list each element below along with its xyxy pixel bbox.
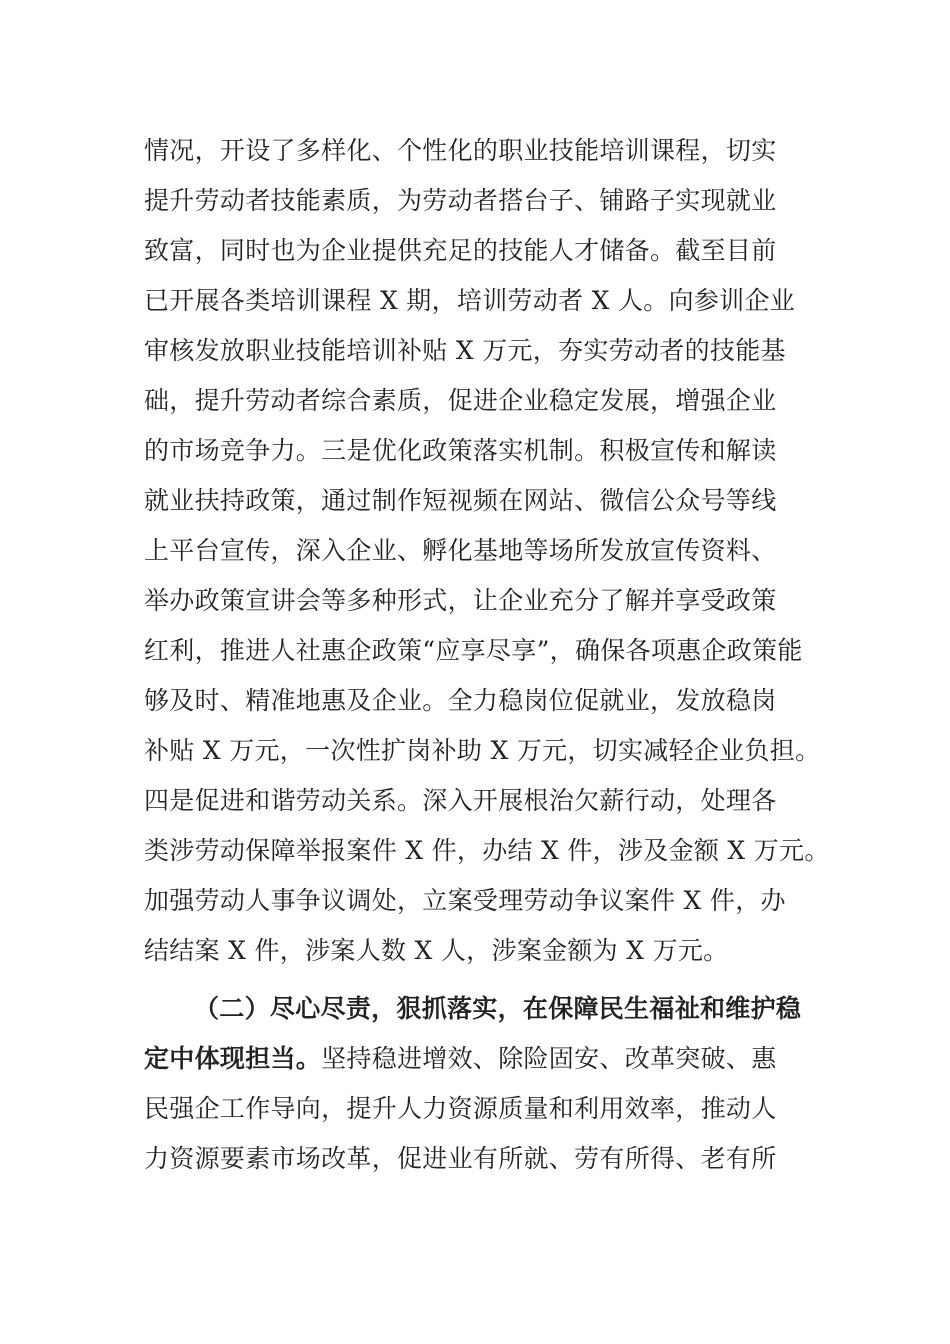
paragraph-line: 提升劳动者技能素质，为劳动者搭台子、铺路子实现就业: [144, 186, 777, 215]
section-heading: （二）尽心尽责，狠抓落实，在保障民生福祉和维护稳: [194, 994, 802, 1023]
paragraph-line: 础，提升劳动者综合素质，促进企业稳定发展，增强企业: [144, 386, 777, 415]
paragraph-line: 已开展各类培训课程 X 期，培训劳动者 X 人。向参训企业: [144, 286, 796, 315]
paragraph-line: 四是促进和谐劳动关系。深入开展根治欠薪行动，处理各: [144, 786, 777, 815]
paragraph-line: 结结案 X 件，涉案人数 X 人，涉案金额为 X 万元。: [144, 936, 729, 965]
paragraph-line: 上平台宣传，深入企业、孵化基地等场所发放宣传资料、: [144, 536, 777, 565]
paragraph-line: 审核发放职业技能培训补贴 X 万元，夯实劳动者的技能基: [144, 336, 786, 365]
paragraph-line: 举办政策宣讲会等多种形式，让企业充分了解并享受政策: [144, 586, 777, 615]
paragraph-line: 就业扶持政策，通过制作短视频在网站、微信公众号等线: [144, 486, 777, 515]
paragraph-line: 类涉劳动保障举报案件 X 件，办结 X 件，涉及金额 X 万元。: [144, 836, 830, 865]
paragraph-line: 够及时、精准地惠及企业。全力稳岗位促就业，发放稳岗: [144, 686, 777, 715]
paragraph-line: 力资源要素市场改革，促进业有所就、劳有所得、老有所: [144, 1144, 777, 1173]
paragraph-line: 情况，开设了多样化、个性化的职业技能培训课程，切实: [144, 136, 777, 165]
paragraph-line: 补贴 X 万元，一次性扩岗补助 X 万元，切实减轻企业负担。: [144, 736, 821, 765]
paragraph-line: 加强劳动人事争议调处，立案受理劳动争议案件 X 件，办: [144, 886, 786, 915]
paragraph-line: 红利，推进人社惠企政策“应享尽享”，确保各项惠企政策能: [144, 636, 803, 665]
section-heading-end: 定中体现担当。: [144, 1044, 322, 1073]
paragraph-line: 致富，同时也为企业提供充足的技能人才储备。截至目前: [144, 236, 777, 265]
paragraph-line: 的市场竞争力。三是优化政策落实机制。积极宣传和解读: [144, 436, 777, 465]
paragraph-line: 民强企工作导向，提升人力资源质量和利用效率，推动人: [144, 1094, 777, 1123]
paragraph-text: 坚持稳进增效、除险固安、改革突破、惠: [321, 1044, 777, 1073]
paragraph-line: [144, 1034, 777, 1084]
